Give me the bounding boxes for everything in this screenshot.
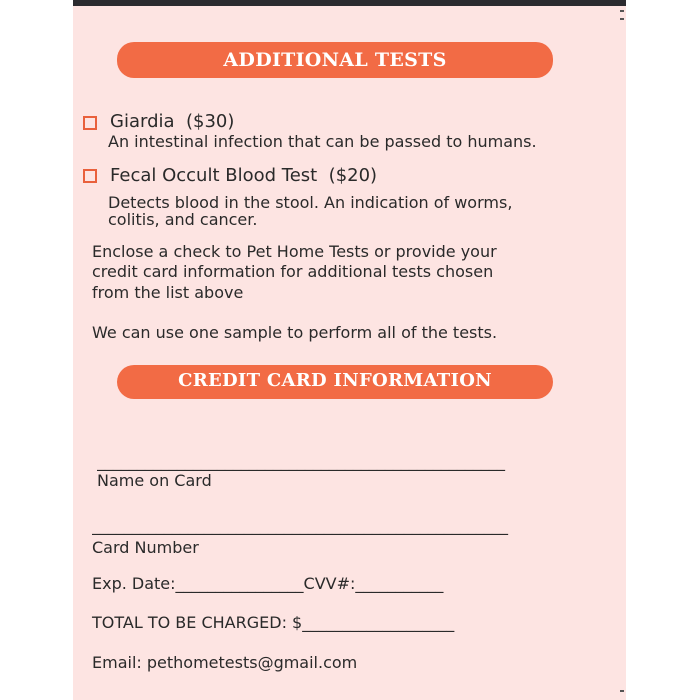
instructions-line3: from the list above xyxy=(92,283,244,302)
exp-cvv-row xyxy=(92,574,443,593)
giardia-checkbox[interactable] xyxy=(83,116,97,130)
total-charged-label: TOTAL TO BE CHARGED: $ xyxy=(92,613,303,632)
edge-mark xyxy=(620,18,624,20)
instructions-line1: Enclose a check to Pet Home Tests or provide your xyxy=(92,242,497,261)
name-on-card-field[interactable]: ___________________________________________________ xyxy=(97,452,505,471)
exp-date-field[interactable]: ________________ xyxy=(175,574,304,593)
card-number-field[interactable]: ____________________________________________________ xyxy=(92,516,508,535)
fecal-occult-description-line1: Detects blood in the stool. An indication of worms, xyxy=(108,193,513,212)
card-number-label: Card Number xyxy=(92,538,199,557)
total-charged-field[interactable]: ___________________ xyxy=(302,613,455,632)
additional-tests-heading: ADDITIONAL TESTS xyxy=(117,42,553,78)
sample-note: We can use one sample to perform all of the tests. xyxy=(92,323,498,342)
giardia-description: An intestinal infection that can be passed to humans. xyxy=(108,132,537,151)
test-name: Giardia xyxy=(110,111,175,132)
contact-email: Email: pethometests@gmail.com xyxy=(92,653,358,672)
total-row xyxy=(92,613,454,632)
fecal-occult-test-label xyxy=(110,165,377,186)
edge-mark xyxy=(620,690,624,692)
fecal-occult-checkbox[interactable] xyxy=(83,169,97,183)
credit-card-heading: CREDIT CARD INFORMATION xyxy=(117,365,553,399)
test-price: ($20) xyxy=(328,165,378,186)
edge-mark xyxy=(620,10,624,12)
test-name: Fecal Occult Blood Test xyxy=(110,165,318,186)
instructions-line2: credit card information for additional tests chosen xyxy=(92,262,494,281)
giardia-test-label xyxy=(110,111,234,132)
fecal-occult-description-line2: colitis, and cancer. xyxy=(108,210,258,229)
cvv-field[interactable]: ___________ xyxy=(355,574,444,593)
exp-date-label: Exp. Date: xyxy=(92,574,176,593)
test-price: ($30) xyxy=(185,111,235,132)
name-on-card-label: Name on Card xyxy=(97,471,212,490)
cvv-label: CVV#: xyxy=(303,574,356,593)
